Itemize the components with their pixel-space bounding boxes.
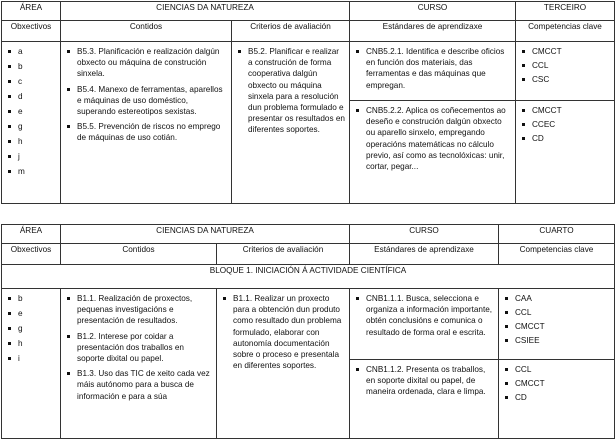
standards-list bbox=[350, 42, 515, 97]
competences-list bbox=[516, 101, 614, 149]
subject-title: CIENCIAS DA NATUREZA bbox=[61, 225, 350, 244]
level-label: TERCEIRO bbox=[516, 2, 615, 21]
competences-list bbox=[516, 42, 614, 90]
contents-list bbox=[61, 42, 231, 150]
standards-header: Estándares de aprendizaxe bbox=[350, 21, 516, 42]
standard-block bbox=[350, 359, 498, 404]
list-item: c bbox=[8, 76, 56, 87]
list-item: CAA bbox=[505, 293, 610, 304]
list-item: e bbox=[8, 308, 56, 319]
list-item: g bbox=[8, 323, 56, 334]
list-item: g bbox=[8, 121, 56, 132]
list-item: CMCCT bbox=[505, 378, 610, 389]
competence-block bbox=[516, 42, 614, 100]
list-item: b bbox=[8, 61, 56, 72]
objectives-header: Obxectivos bbox=[2, 244, 61, 265]
list-item: b bbox=[8, 293, 56, 304]
criteria-cell bbox=[217, 289, 350, 439]
objectives-header: Obxectivos bbox=[2, 21, 61, 42]
area-label: ÁREA bbox=[2, 2, 61, 21]
list-item: CD bbox=[505, 392, 610, 403]
list-item: CMCCT bbox=[522, 46, 610, 57]
competences-header: Competencias clave bbox=[516, 21, 615, 42]
list-item: CCL bbox=[505, 307, 610, 318]
subject-title: CIENCIAS DA NATUREZA bbox=[61, 2, 350, 21]
list-item: B5.3. Planificación e realización dalgún obxecto ou máquina de construción sinxela. bbox=[67, 46, 227, 80]
course-label: CURSO bbox=[350, 225, 499, 244]
objectives-list bbox=[2, 289, 60, 370]
list-item: h bbox=[8, 338, 56, 349]
list-item: CNB1.1.1. Busca, selecciona e organiza a información importante, obtén conclusións e comunica o resultado de forma oral e escrita. bbox=[356, 293, 494, 338]
list-item: B1.3. Uso das TIC de xeito cada vez máis autónomo para a busca de información e para a súa bbox=[67, 368, 212, 402]
criteria-header: Criterios de avaliación bbox=[217, 244, 350, 265]
list-item: CNB5.2.1. Identifica e describe oficios en función dos materiais, das ferramentas e das máquinas que empregan. bbox=[356, 46, 511, 91]
competences-cell bbox=[499, 289, 615, 439]
list-item: B1.1. Realizar un proxecto para a obtención dun produto como resultado dun problema formulado, elaborar con autonomía documentación sobre o proceso e presentala en diferentes soportes. bbox=[223, 293, 345, 371]
contents-cell bbox=[61, 42, 232, 204]
list-item: i bbox=[8, 353, 56, 364]
list-item: CNB1.1.2. Presenta os traballos, en soporte dixital ou papel, de maneira ordenada, clara e limpa. bbox=[356, 364, 494, 398]
list-item: m bbox=[8, 166, 56, 177]
standards-cell bbox=[350, 289, 499, 439]
standard-block bbox=[350, 42, 515, 100]
objectives-list bbox=[2, 42, 60, 183]
standards-list bbox=[350, 289, 498, 344]
contents-header: Contidos bbox=[61, 244, 217, 265]
list-item: CMCCT bbox=[505, 321, 610, 332]
criteria-list bbox=[232, 42, 349, 142]
competence-block bbox=[516, 100, 614, 149]
list-item: d bbox=[8, 91, 56, 102]
list-item: CMCCT bbox=[522, 105, 610, 116]
competences-list bbox=[499, 360, 614, 408]
list-item: CCL bbox=[522, 60, 610, 71]
list-item: B5.2. Planificar e realizar a construción de forma cooperativa dalgún obxecto ou máquina sinxela para a resolución dun problema formulado e presentar os resultados en diferentes soportes. bbox=[238, 46, 345, 136]
area-label: ÁREA bbox=[2, 225, 61, 244]
list-item: CCEC bbox=[522, 119, 610, 130]
contents-list bbox=[61, 289, 216, 408]
list-item: B1.2. Interese por coidar a presentación dos traballos en soporte dixital ou papel. bbox=[67, 331, 212, 365]
objectives-cell bbox=[2, 42, 61, 204]
objectives-cell bbox=[2, 289, 61, 439]
standards-list bbox=[350, 360, 498, 404]
list-item: B1.1. Realización de proxectos, pequenas investigacións e presentación de resultados. bbox=[67, 293, 212, 327]
list-item: B5.5. Prevención de riscos no emprego de máquinas de uso cotián. bbox=[67, 121, 227, 143]
level-label: CUARTO bbox=[499, 225, 615, 244]
contents-cell bbox=[61, 289, 217, 439]
standard-block bbox=[350, 100, 515, 178]
list-item: CSIEE bbox=[505, 335, 610, 346]
criteria-header: Criterios de avaliación bbox=[232, 21, 350, 42]
standards-list bbox=[350, 101, 515, 178]
list-item: CSC bbox=[522, 74, 610, 85]
competence-block bbox=[499, 289, 614, 359]
list-item: h bbox=[8, 136, 56, 147]
standards-cell bbox=[350, 42, 516, 204]
list-item: a bbox=[8, 46, 56, 57]
list-item: e bbox=[8, 106, 56, 117]
course-label: CURSO bbox=[350, 2, 516, 21]
competence-block bbox=[499, 359, 614, 408]
block-title: BLOQUE 1. INICIACIÓN Á ACTIVIDADE CIENTÍFICA bbox=[2, 265, 615, 289]
competences-header: Competencias clave bbox=[499, 244, 615, 265]
competences-cell bbox=[516, 42, 615, 204]
list-item: CD bbox=[522, 133, 610, 144]
contents-header: Contidos bbox=[61, 21, 232, 42]
list-item: B5.4. Manexo de ferramentas, aparellos e máquinas de uso doméstico, superando estereotipos sexistas. bbox=[67, 84, 227, 118]
curriculum-table-terceiro bbox=[1, 1, 615, 204]
criteria-list bbox=[217, 289, 349, 377]
competences-list bbox=[499, 289, 614, 351]
standards-header: Estándares de aprendizaxe bbox=[350, 244, 499, 265]
list-item: CCL bbox=[505, 364, 610, 375]
list-item: j bbox=[8, 151, 56, 162]
criteria-cell bbox=[232, 42, 350, 204]
standard-block bbox=[350, 289, 498, 359]
list-item: CNB5.2.2. Aplica os coñecementos ao deseño e construción dalgún obxecto ou aparello sinxelo, empregando operacións matemáticas no cálculo previo, así como as tecnolóxicas: unir, cortar, pegar... bbox=[356, 105, 511, 172]
curriculum-table-cuarto bbox=[1, 224, 615, 439]
